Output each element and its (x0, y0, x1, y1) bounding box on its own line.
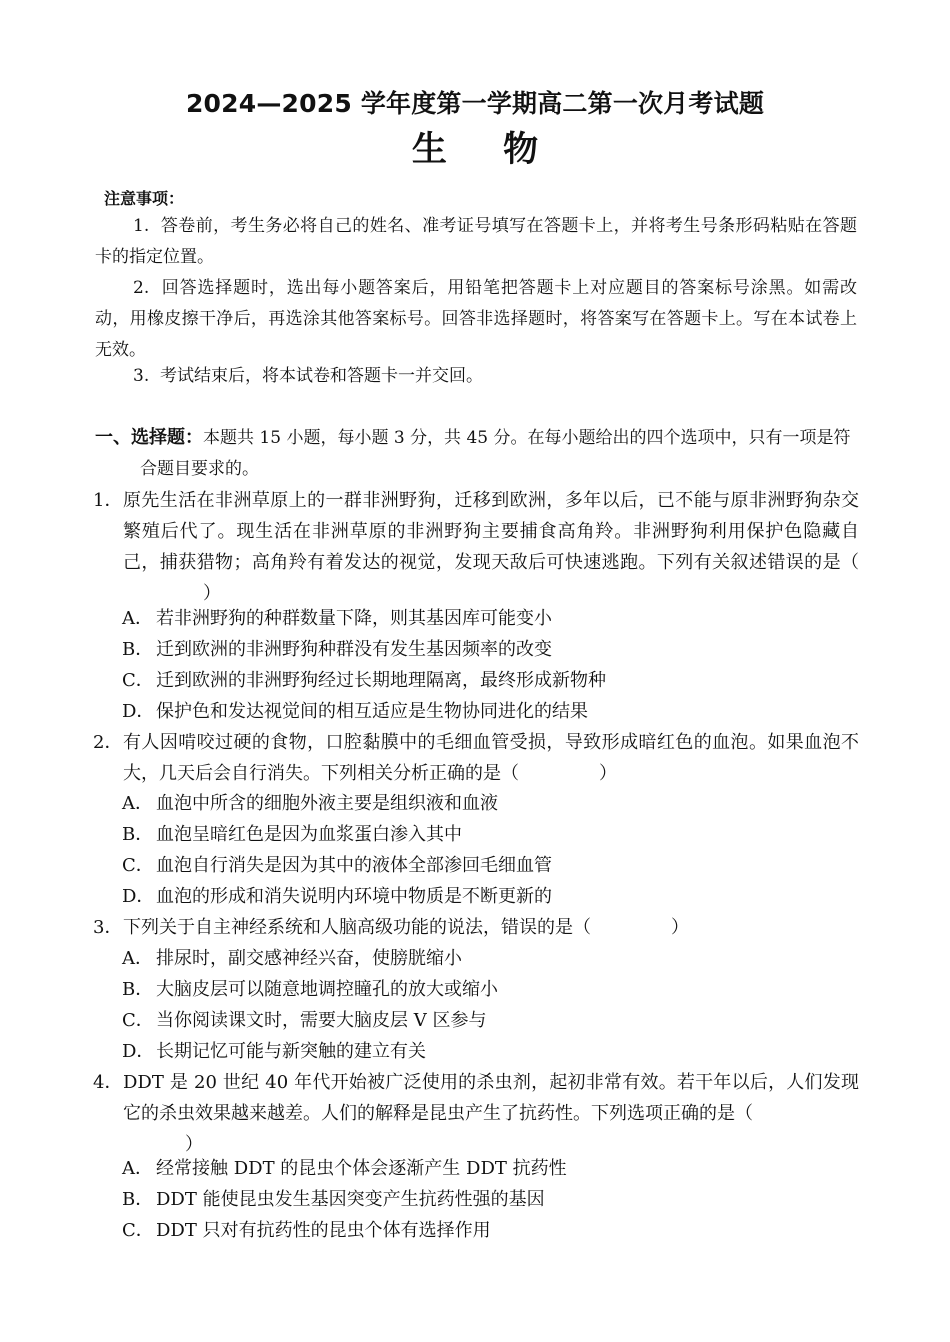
option-label: C． (122, 1010, 154, 1031)
question-stem: DDT 是 20 世纪 40 年代开始被广泛使用的杀虫剂，起初非常有效。若干年以后，人们发现它的杀虫效果越来越差。人们的解释是昆虫产生了抗药性。下列选项正确的是（ (123, 1072, 859, 1124)
option-d (122, 696, 588, 727)
question-stem: 原先生活在非洲草原上的一群非洲野狗，迁移到欧洲，多年以后，已不能与原非洲野狗杂交繁殖后代了。现生活在非洲草原的非洲野狗主要捕食高角羚。非洲野狗利用保护色隐藏自己，捕获猎物；高角羚有着发达的视觉，发现天敌后可快速逃跑。下列有关叙述错误的是（ (123, 490, 859, 573)
option-text: 血泡呈暗红色是因为血浆蛋白渗入其中 (156, 824, 462, 845)
option-text: 若非洲野狗的种群数量下降，则其基因库可能变小 (156, 608, 552, 629)
notice-item-3 (95, 361, 857, 392)
option-b (122, 1184, 545, 1215)
option-label: A． (122, 948, 153, 969)
notice-item-num: 2. (133, 278, 150, 298)
option-text: 长期记忆可能与新突触的建立有关 (156, 1041, 426, 1062)
option-c (122, 1005, 486, 1036)
option-label: A． (122, 1158, 153, 1179)
option-label: A． (122, 793, 153, 814)
notice-heading: 注意事项： (104, 189, 185, 208)
section-heading (95, 422, 857, 485)
notice-item-text: 回答选择题时，选出每小题答案后，用铅笔把答题卡上对应题目的答案标号涂黑。如需改动，用橡皮擦干净后，再选涂其他答案标号。回答非选择题时，将答案写在答题卡上。写在本试卷上无效。 (95, 278, 858, 360)
option-b (122, 974, 498, 1005)
option-d (122, 881, 552, 912)
question-close-paren: ） (185, 1134, 203, 1155)
question-2 (93, 727, 859, 789)
option-a (122, 788, 498, 819)
option-label: D． (122, 1041, 155, 1062)
question-number: 2． (93, 732, 123, 753)
exam-subject: 生 物 (411, 130, 561, 170)
question-close-paren: ） (203, 583, 221, 604)
option-label: B． (122, 639, 154, 660)
option-a (122, 1153, 567, 1184)
option-text: DDT 只对有抗药性的昆虫个体有选择作用 (156, 1220, 491, 1241)
option-text: 经常接触 DDT 的昆虫个体会逐渐产生 DDT 抗药性 (156, 1158, 567, 1179)
option-c (122, 1215, 491, 1246)
option-text: DDT 能使昆虫发生基因突变产生抗药性强的基因 (156, 1189, 545, 1210)
notice-item-1 (95, 211, 857, 273)
question-close-paren: ） (599, 763, 617, 784)
option-d (122, 1036, 426, 1067)
option-text: 血泡中所含的细胞外液主要是组织液和血液 (156, 793, 498, 814)
option-text: 迁到欧洲的非洲野狗种群没有发生基因频率的改变 (156, 639, 552, 660)
question-number: 4． (93, 1072, 123, 1093)
option-b (122, 634, 552, 665)
notice-item-2 (95, 273, 857, 366)
exam-title: 2024—2025 学年度第一学期高二第一次月考试题 (185, 89, 765, 118)
notice-item-text: 答卷前，考生务必将自己的姓名、准考证号填写在答题卡上，并将考生号条形码粘贴在答题卡的指定位置。 (95, 216, 857, 267)
notice-item-text: 考试结束后，将本试卷和答题卡一并交回。 (160, 366, 484, 386)
option-text: 排尿时，副交感神经兴奋，使膀胱缩小 (156, 948, 462, 969)
option-a (122, 603, 552, 634)
option-b (122, 819, 462, 850)
option-text: 大脑皮层可以随意地调控瞳孔的放大或缩小 (156, 979, 498, 1000)
option-text: 血泡的形成和消失说明内环境中物质是不断更新的 (156, 886, 552, 907)
question-stem: 下列关于自主神经系统和人脑高级功能的说法，错误的是（ (123, 917, 591, 938)
section-title: 一、选择题： (95, 427, 203, 448)
option-c (122, 850, 552, 881)
option-label: D． (122, 701, 155, 722)
option-label: C． (122, 670, 154, 691)
notice-item-num: 3. (133, 366, 150, 386)
option-label: C． (122, 855, 154, 876)
question-4 (93, 1067, 859, 1160)
option-text: 保护色和发达视觉间的相互适应是生物协同进化的结果 (156, 701, 588, 722)
question-3 (93, 912, 859, 943)
option-label: C． (122, 1220, 154, 1241)
option-label: B． (122, 979, 154, 1000)
question-close-paren: ） (671, 917, 689, 938)
option-label: D． (122, 886, 155, 907)
notice-item-num: 1. (133, 216, 150, 236)
question-1 (93, 485, 859, 609)
section-instructions: 本题共 15 小题，每小题 3 分，共 45 分。在每小题给出的四个选项中，只有一项是符合题目要求的。 (140, 428, 851, 479)
option-text: 当你阅读课文时，需要大脑皮层 V 区参与 (156, 1010, 487, 1031)
question-number: 3． (93, 917, 123, 938)
option-label: B． (122, 1189, 154, 1210)
question-number: 1． (93, 490, 123, 511)
option-label: B． (122, 824, 154, 845)
option-text: 迁到欧洲的非洲野狗经过长期地理隔离，最终形成新物种 (156, 670, 606, 691)
option-label: A． (122, 608, 153, 629)
option-a (122, 943, 462, 974)
option-text: 血泡自行消失是因为其中的液体全部渗回毛细血管 (156, 855, 552, 876)
question-stem: 有人因啃咬过硬的食物，口腔黏膜中的毛细血管受损，导致形成暗红色的血泡。如果血泡不大，几天后会自行消失。下列相关分析正确的是（ (123, 732, 859, 784)
option-c (122, 665, 606, 696)
